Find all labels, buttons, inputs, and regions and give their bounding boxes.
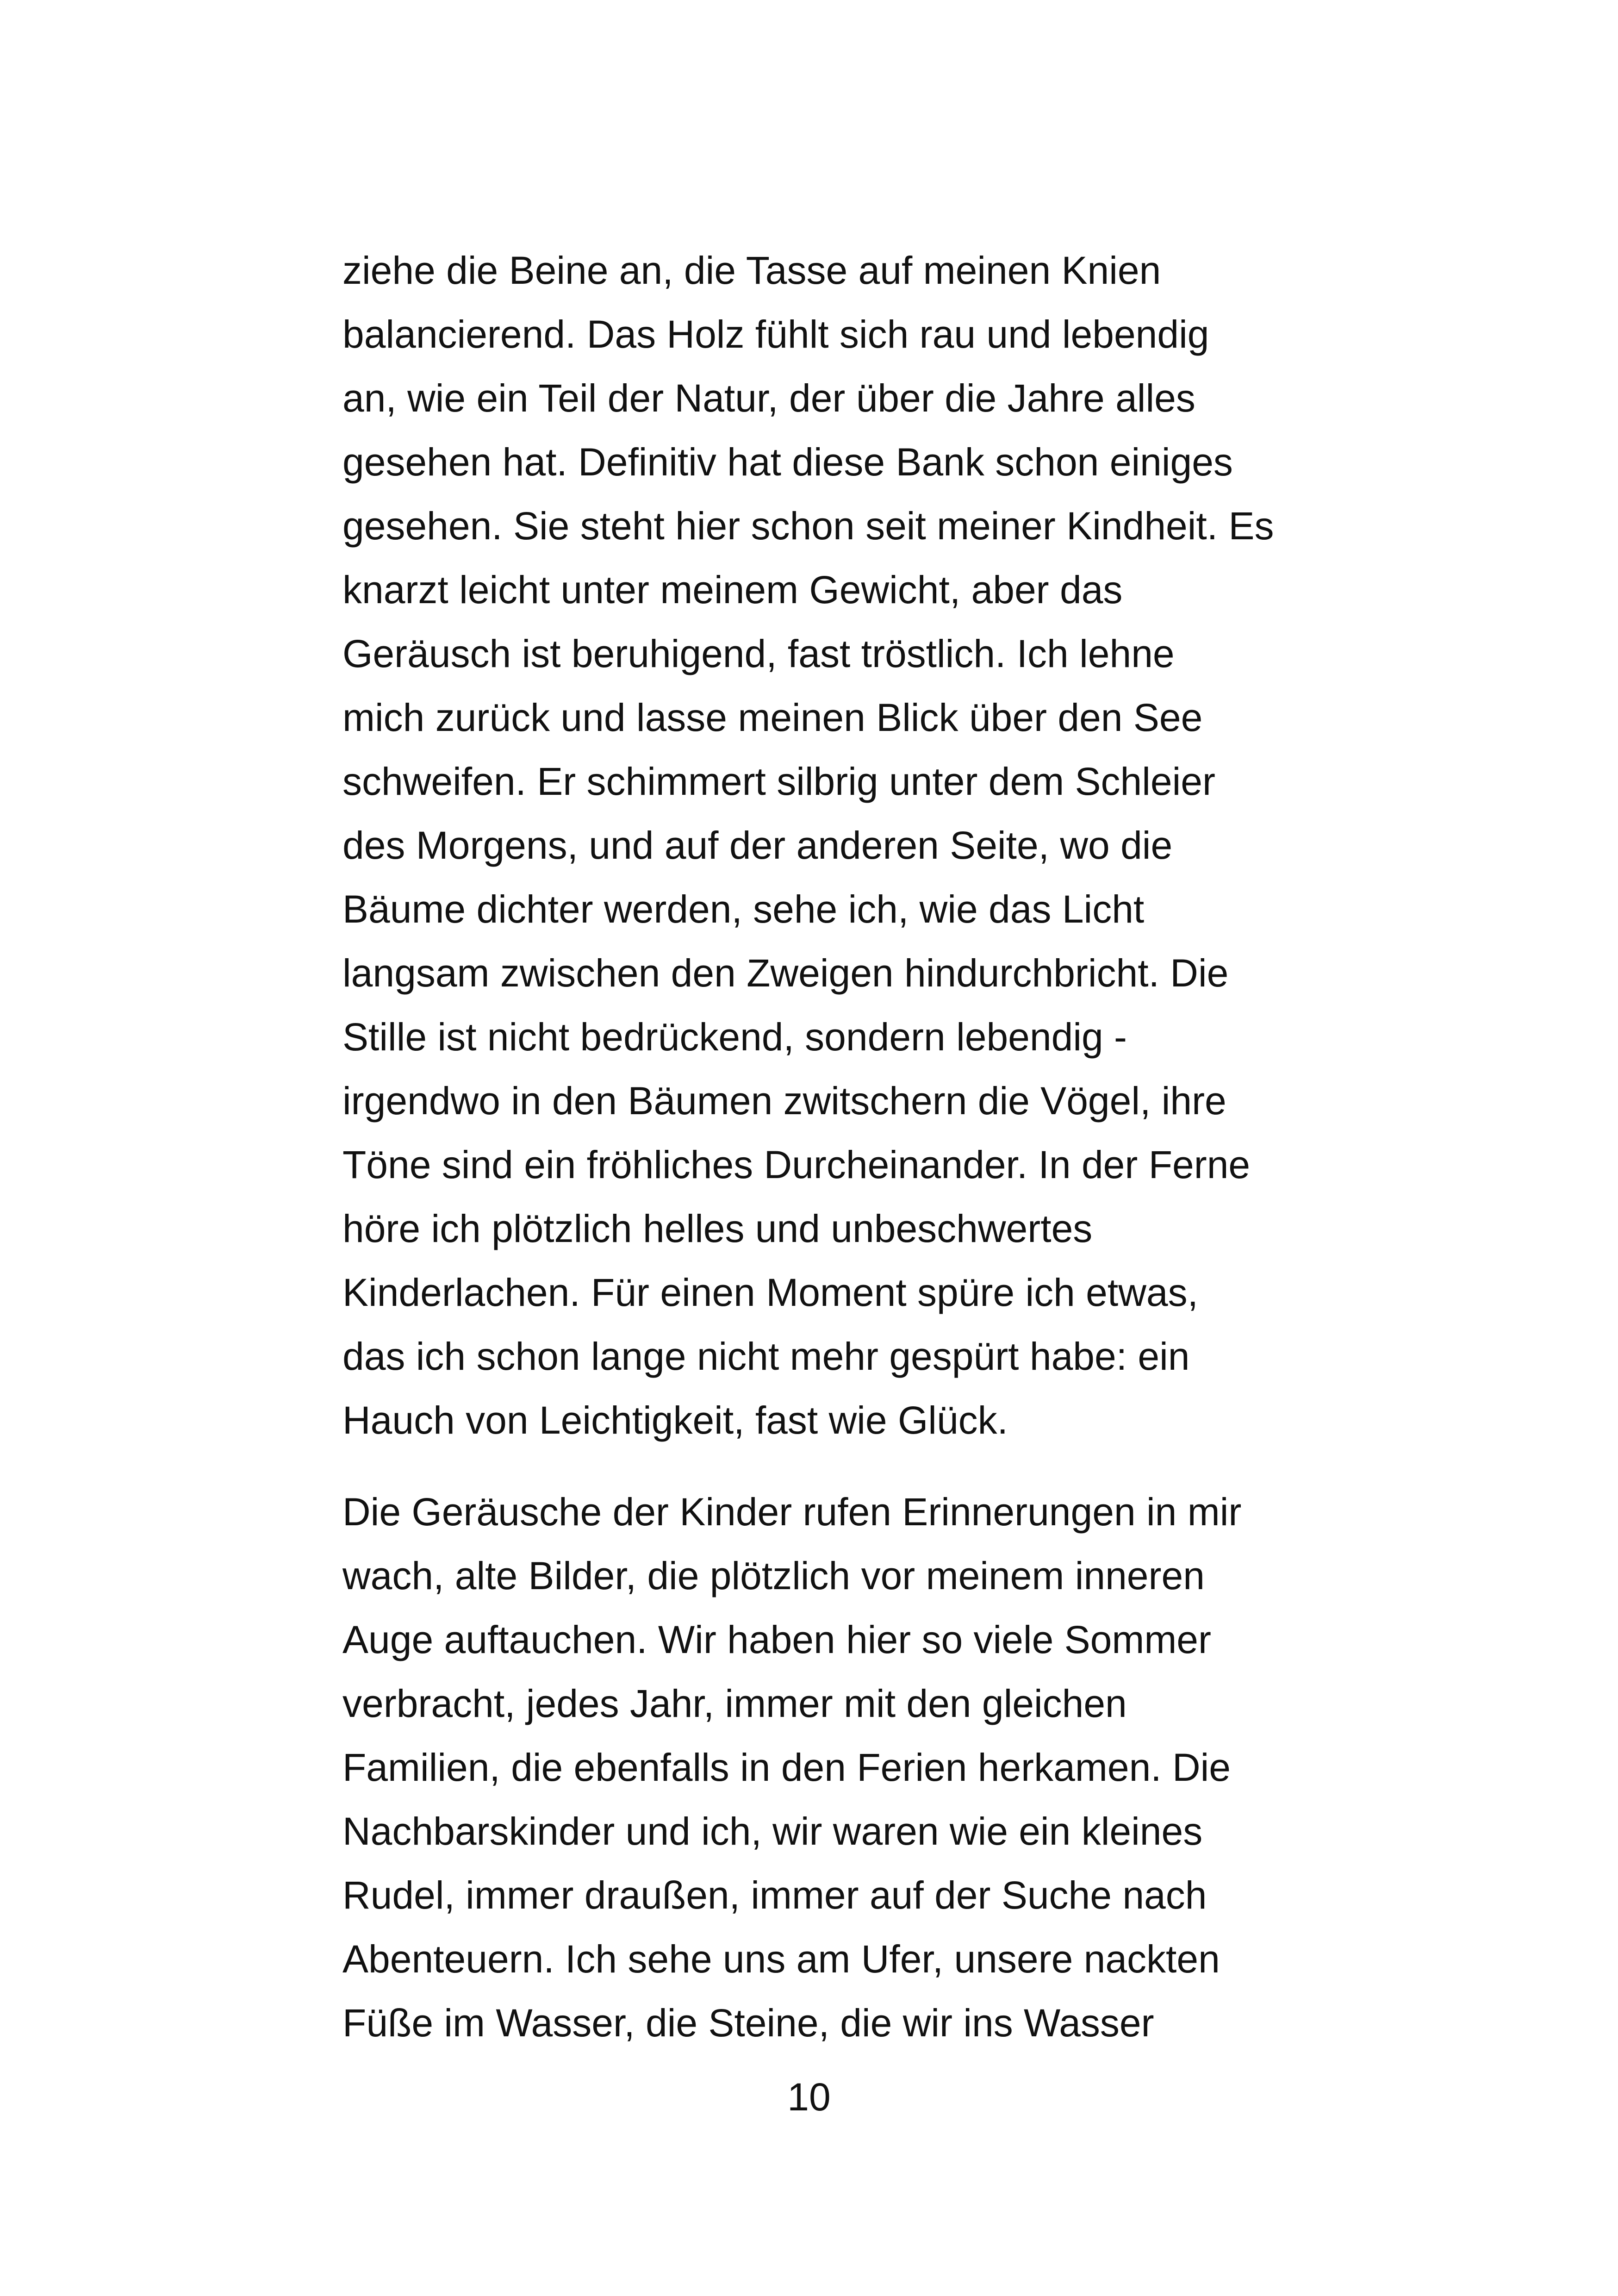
paragraph-2 <box>342 1480 1361 2055</box>
text-line: wach, alte Bilder, die plötzlich vor meinem inneren <box>342 1554 1205 1597</box>
text-line: höre ich plötzlich helles und unbeschwertes <box>342 1207 1093 1250</box>
page-number: 10 <box>787 2075 831 2119</box>
text-line: mich zurück und lasse meinen Blick über den See <box>342 696 1203 739</box>
text-line: Stille ist nicht bedrückend, sondern lebendig - <box>342 1015 1127 1059</box>
text-line: irgendwo in den Bäumen zwitschern die Vögel, ihre <box>342 1079 1226 1123</box>
text-line: gesehen hat. Definitiv hat diese Bank schon einiges <box>342 440 1233 484</box>
text-line: Nachbarskinder und ich, wir waren wie ein kleines <box>342 1809 1203 1853</box>
text-line: Kinderlachen. Für einen Moment spüre ich etwas, <box>342 1271 1198 1314</box>
text-line: langsam zwischen den Zweigen hindurchbricht. Die <box>342 951 1229 995</box>
text-line: verbracht, jedes Jahr, immer mit den gleichen <box>342 1682 1127 1725</box>
text-line: Füße im Wasser, die Steine, die wir ins Wasser <box>342 2001 1154 2045</box>
text-line: knarzt leicht unter meinem Gewicht, aber das <box>342 568 1123 611</box>
text-line: des Morgens, und auf der anderen Seite, wo die <box>342 824 1173 867</box>
text-line: Töne sind ein fröhliches Durcheinander. In der Ferne <box>342 1143 1251 1186</box>
body-text <box>342 238 1361 2055</box>
text-line: balancierend. Das Holz fühlt sich rau und lebendig <box>342 312 1209 356</box>
text-line: Bäume dichter werden, sehe ich, wie das Licht <box>342 887 1145 931</box>
text-line: schweifen. Er schimmert silbrig unter dem Schleier <box>342 760 1215 803</box>
text-line: Abenteuern. Ich sehe uns am Ufer, unsere nackten <box>342 1937 1220 1981</box>
text-line: gesehen. Sie steht hier schon seit meiner Kindheit. Es <box>342 504 1274 548</box>
text-line: Auge auftauchen. Wir haben hier so viele Sommer <box>342 1618 1211 1661</box>
text-line: das ich schon lange nicht mehr gespürt habe: ein <box>342 1335 1190 1378</box>
text-line: Hauch von Leichtigkeit, fast wie Glück. <box>342 1398 1008 1442</box>
text-line: Rudel, immer draußen, immer auf der Suche nach <box>342 1873 1207 1917</box>
text-line: ziehe die Beine an, die Tasse auf meinen Knien <box>342 249 1161 292</box>
text-line: an, wie ein Teil der Natur, der über die Jahre alles <box>342 376 1195 420</box>
paragraph-1 <box>342 238 1361 1452</box>
text-line: Die Geräusche der Kinder rufen Erinnerungen in mir <box>342 1490 1242 1534</box>
text-line: Familien, die ebenfalls in den Ferien herkamen. Die <box>342 1746 1231 1789</box>
text-line: Geräusch ist beruhigend, fast tröstlich. Ich lehne <box>342 632 1175 675</box>
